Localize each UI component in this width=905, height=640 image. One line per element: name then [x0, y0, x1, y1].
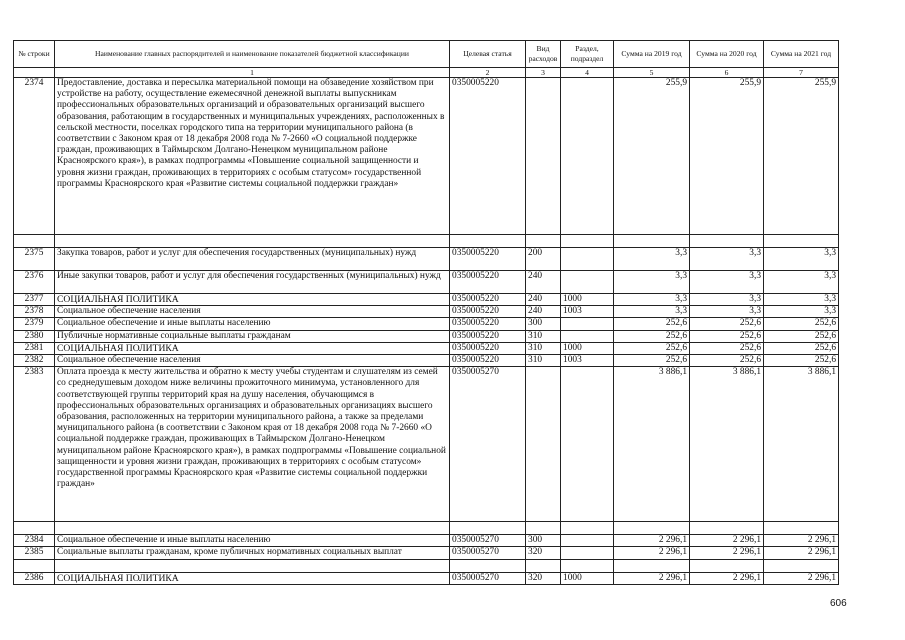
header-type: Вид расходов — [526, 41, 561, 68]
table-row — [14, 535, 839, 547]
row-sum-2020: 3 886,1 — [690, 367, 764, 522]
row-sum-2020: 3,3 — [690, 271, 764, 294]
row-name: Социальное обеспечение и иные выплаты населению — [55, 318, 450, 330]
header-row — [14, 41, 839, 68]
spacer-cell — [55, 235, 450, 248]
row-expense-type: 240 — [526, 271, 561, 294]
row-code: 0350005220 — [450, 355, 526, 367]
spacer-cell — [561, 559, 614, 572]
row-expense-type: 310 — [526, 342, 561, 354]
row-name: СОЦИАЛЬНАЯ ПОЛИТИКА — [55, 294, 450, 306]
row-section — [561, 78, 614, 235]
header-code: Целевая статья — [450, 41, 526, 68]
budget-table — [13, 40, 839, 585]
spacer-cell — [14, 559, 55, 572]
row-number: 2386 — [14, 572, 55, 584]
row-sum-2020: 3,3 — [690, 248, 764, 271]
row-sum-2021: 252,6 — [764, 318, 839, 330]
row-number: 2374 — [14, 78, 55, 235]
row-sum-2019: 2 296,1 — [614, 572, 690, 584]
spacer-cell — [450, 559, 526, 572]
table-row — [14, 78, 839, 235]
header-sum-2021: Сумма на 2021 год — [764, 41, 839, 68]
table-row — [14, 355, 839, 367]
row-sum-2020: 2 296,1 — [690, 547, 764, 559]
row-sum-2020: 2 296,1 — [690, 535, 764, 547]
row-number: 2380 — [14, 330, 55, 342]
row-sum-2021: 252,6 — [764, 330, 839, 342]
spacer-cell — [450, 522, 526, 535]
row-sum-2019: 3,3 — [614, 294, 690, 306]
row-section — [561, 330, 614, 342]
row-expense-type: 310 — [526, 355, 561, 367]
row-code: 0350005270 — [450, 547, 526, 559]
table-row — [14, 330, 839, 342]
row-expense-type — [526, 367, 561, 522]
row-section: 1003 — [561, 306, 614, 318]
row-number: 2379 — [14, 318, 55, 330]
table-row — [14, 342, 839, 354]
row-section: 1000 — [561, 342, 614, 354]
row-sum-2020: 3,3 — [690, 294, 764, 306]
row-sum-2021: 2 296,1 — [764, 572, 839, 584]
spacer-cell — [55, 522, 450, 535]
row-section: 1000 — [561, 294, 614, 306]
spacer-cell — [690, 522, 764, 535]
column-number: 4 — [561, 68, 614, 78]
spacer-cell — [55, 559, 450, 572]
row-sum-2019: 255,9 — [614, 78, 690, 235]
row-code: 0350005220 — [450, 342, 526, 354]
header-sum-2019: Сумма на 2019 год — [614, 41, 690, 68]
table-row — [14, 547, 839, 559]
row-number: 2385 — [14, 547, 55, 559]
page-number: 606 — [830, 598, 847, 609]
spacer-cell — [561, 522, 614, 535]
row-code: 0350005220 — [450, 78, 526, 235]
row-name: Иные закупки товаров, работ и услуг для обеспечения государственных (муниципальных) нужд — [55, 271, 450, 294]
row-expense-type: 320 — [526, 572, 561, 584]
column-numbers-row — [14, 68, 839, 78]
table-row — [14, 367, 839, 522]
row-sum-2021: 3,3 — [764, 306, 839, 318]
row-number: 2376 — [14, 271, 55, 294]
row-sum-2021: 2 296,1 — [764, 547, 839, 559]
spacer-cell — [526, 559, 561, 572]
table-row — [14, 294, 839, 306]
column-number: 6 — [690, 68, 764, 78]
row-sum-2021: 252,6 — [764, 342, 839, 354]
row-expense-type: 320 — [526, 547, 561, 559]
spacer-cell — [614, 235, 690, 248]
spacer-cell — [14, 235, 55, 248]
spacer-row — [14, 235, 839, 248]
row-sum-2021: 2 296,1 — [764, 535, 839, 547]
table-row — [14, 248, 839, 271]
header-row-no: № строки — [14, 41, 55, 68]
row-sum-2019: 3,3 — [614, 248, 690, 271]
row-sum-2019: 2 296,1 — [614, 535, 690, 547]
header-section: Раздел, подраздел — [561, 41, 614, 68]
row-number: 2381 — [14, 342, 55, 354]
column-number: 7 — [764, 68, 839, 78]
row-section — [561, 318, 614, 330]
row-code: 0350005270 — [450, 367, 526, 522]
row-name: Оплата проезда к месту жительства и обратно к месту учебы студентам и слушателям из семей со среднедушевым доходом ниже величины прожиточного минимума, установленного для соответствующей группы территорий края на душу населения, обучающимся в профессиональных образовательных организациях и образовательных организациях высшего образования, расположенных на территории муниципального района, а также за пределами муниципального района (в соответствии с Законом края от 18 декабря 2008 года № 7-2660 «О социальной поддержке граждан, проживающих в Таймырском Долгано-Ненецком муниципальном районе Красноярского края»), в рамках подпрограммы «Повышение социальной защищенности и уровня жизни граждан, проживающих в территориях с особым статусом» государственной программы Красноярского края «Развитие системы социальной поддержки граждан» — [55, 367, 450, 522]
row-code: 0350005220 — [450, 330, 526, 342]
row-sum-2020: 255,9 — [690, 78, 764, 235]
row-number: 2383 — [14, 367, 55, 522]
row-sum-2021: 3,3 — [764, 248, 839, 271]
table-row — [14, 306, 839, 318]
row-number: 2377 — [14, 294, 55, 306]
row-code: 0350005270 — [450, 535, 526, 547]
row-section — [561, 367, 614, 522]
row-code: 0350005220 — [450, 294, 526, 306]
row-section — [561, 535, 614, 547]
row-sum-2019: 2 296,1 — [614, 547, 690, 559]
spacer-cell — [526, 522, 561, 535]
row-sum-2019: 252,6 — [614, 355, 690, 367]
row-section — [561, 547, 614, 559]
column-number: 2 — [450, 68, 526, 78]
spacer-cell — [690, 235, 764, 248]
spacer-cell — [561, 235, 614, 248]
spacer-row — [14, 522, 839, 535]
row-sum-2021: 3,3 — [764, 271, 839, 294]
table-row — [14, 572, 839, 584]
spacer-cell — [14, 522, 55, 535]
spacer-row — [14, 559, 839, 572]
spacer-cell — [764, 235, 839, 248]
row-name: СОЦИАЛЬНАЯ ПОЛИТИКА — [55, 572, 450, 584]
row-sum-2021: 255,9 — [764, 78, 839, 235]
row-name: Социальное обеспечение населения — [55, 306, 450, 318]
row-sum-2021: 3,3 — [764, 294, 839, 306]
row-name: Предоставление, доставка и пересылка материальной помощи на обзаведение хозяйством при устройстве на работу, осуществление ежемесячной денежной выплаты выпускникам профессиональных образовательных организаций и образовательных организаций высшего образования, работающим в государственных и муниципальных учреждениях, расположенных в сельской местности, поселках городского типа на территории муниципального района (в соответствии с Законом края от 18 декабря 2008 года № 7-2660 «О социальной поддержке граждан, проживающих в Таймырском Долгано-Ненецком муниципальном районе Красноярского края»), в рамках подпрограммы «Повышение социальной защищенности и уровня жизни граждан, проживающих в территориях с особым статусом» государственной программы Красноярского края «Развитие системы социальной поддержки граждан» — [55, 78, 450, 235]
row-number: 2382 — [14, 355, 55, 367]
row-code: 0350005220 — [450, 306, 526, 318]
row-number: 2384 — [14, 535, 55, 547]
row-section — [561, 248, 614, 271]
spacer-cell — [526, 235, 561, 248]
column-number: 1 — [55, 68, 450, 78]
row-sum-2020: 252,6 — [690, 342, 764, 354]
row-expense-type: 240 — [526, 294, 561, 306]
row-sum-2020: 252,6 — [690, 330, 764, 342]
row-sum-2019: 3,3 — [614, 271, 690, 294]
row-sum-2021: 252,6 — [764, 355, 839, 367]
column-number — [14, 68, 55, 78]
row-number: 2375 — [14, 248, 55, 271]
row-sum-2020: 2 296,1 — [690, 572, 764, 584]
row-name: Социальное обеспечение населения — [55, 355, 450, 367]
row-section — [561, 271, 614, 294]
row-expense-type: 310 — [526, 330, 561, 342]
row-name: СОЦИАЛЬНАЯ ПОЛИТИКА — [55, 342, 450, 354]
row-number: 2378 — [14, 306, 55, 318]
row-name: Социальное обеспечение и иные выплаты населению — [55, 535, 450, 547]
row-name: Публичные нормативные социальные выплаты гражданам — [55, 330, 450, 342]
row-code: 0350005220 — [450, 248, 526, 271]
row-sum-2021: 3 886,1 — [764, 367, 839, 522]
row-sum-2020: 3,3 — [690, 306, 764, 318]
row-sum-2020: 252,6 — [690, 355, 764, 367]
spacer-cell — [764, 559, 839, 572]
row-expense-type: 300 — [526, 318, 561, 330]
header-name: Наименование главных распорядителей и наименование показателей бюджетной классификации — [55, 41, 450, 68]
row-sum-2019: 252,6 — [614, 318, 690, 330]
row-name: Социальные выплаты гражданам, кроме публичных нормативных социальных выплат — [55, 547, 450, 559]
table-row — [14, 271, 839, 294]
row-section: 1003 — [561, 355, 614, 367]
row-expense-type: 200 — [526, 248, 561, 271]
spacer-cell — [614, 559, 690, 572]
row-code: 0350005220 — [450, 271, 526, 294]
row-expense-type: 240 — [526, 306, 561, 318]
row-code: 0350005270 — [450, 572, 526, 584]
row-expense-type: 300 — [526, 535, 561, 547]
row-sum-2019: 252,6 — [614, 342, 690, 354]
row-code: 0350005220 — [450, 318, 526, 330]
spacer-cell — [614, 522, 690, 535]
table-row — [14, 318, 839, 330]
row-sum-2019: 3,3 — [614, 306, 690, 318]
column-number: 5 — [614, 68, 690, 78]
row-section: 1000 — [561, 572, 614, 584]
row-name: Закупка товаров, работ и услуг для обеспечения государственных (муниципальных) нужд — [55, 248, 450, 271]
row-sum-2020: 252,6 — [690, 318, 764, 330]
row-expense-type — [526, 78, 561, 235]
row-sum-2019: 3 886,1 — [614, 367, 690, 522]
spacer-cell — [764, 522, 839, 535]
spacer-cell — [690, 559, 764, 572]
header-sum-2020: Сумма на 2020 год — [690, 41, 764, 68]
spacer-cell — [450, 235, 526, 248]
row-sum-2019: 252,6 — [614, 330, 690, 342]
column-number: 3 — [526, 68, 561, 78]
